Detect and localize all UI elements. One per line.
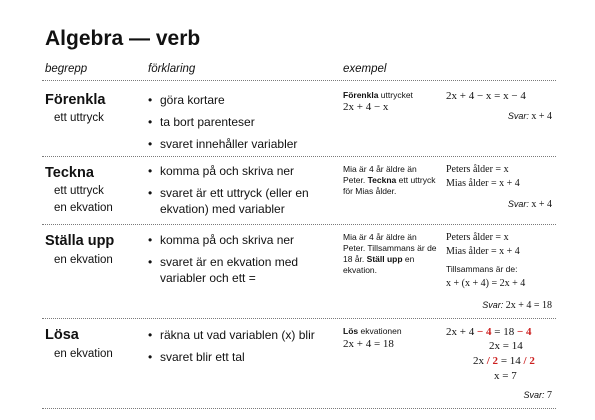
answer [508,199,552,210]
example-rest: ekvationen [358,326,402,336]
step-operation: − 4 [476,326,492,338]
example-keyword: Lös [343,326,359,336]
solve-step-2: 2x = 14 [489,340,523,352]
answer-value: x + 4 [531,199,552,210]
solve-step-3 [473,355,535,367]
divider [42,408,556,409]
example-pre: Mia är 4 år äldre än Peter. Tillsammans är de 18 år. [343,232,437,264]
step-operation: / 2 [486,355,499,367]
example-text [343,326,402,337]
example-expression: 2x + 4 − x [343,101,389,113]
list-item: • ta bort parenteser [148,114,333,130]
example-rest: uttrycket [378,90,413,100]
work-line: Peters ålder = x [446,164,509,175]
solve-step-4: x = 7 [494,370,517,382]
work-line: Peters ålder = x [446,232,509,243]
answer-value: 2x + 4 = 18 [505,300,552,311]
page-title: Algebra — verb [45,27,201,50]
example-text [343,90,413,101]
term-sub: en ekvation [54,202,113,214]
list-item: • svaret innehåller variabler [148,136,333,152]
explanation-list [148,92,333,158]
explanation-list [148,232,338,292]
term-forenkla: Förenkla [45,92,106,108]
divider [42,318,556,319]
divider [42,224,556,225]
answer-label: Svar: [482,300,504,310]
explanation-list [148,327,338,371]
step-part: = 18 [494,326,515,338]
work-line: Mias ålder = x + 4 [446,178,520,189]
answer [508,111,552,122]
header-example: exempel [343,63,387,75]
example-text [343,232,439,276]
list-item: • komma på och skriva ner [148,232,338,248]
list-item: • komma på och skriva ner [148,163,338,179]
divider [42,80,556,81]
answer-label: Svar: [507,199,529,209]
answer-value: x + 4 [531,111,552,122]
answer [482,300,552,311]
example-text [343,164,439,197]
example-pre: Mia är 4 år äldre än Peter. [343,164,417,185]
list-item: • göra kortare [148,92,333,108]
work-line: x + (x + 4) = 2x + 4 [446,278,526,289]
term-sub: en ekvation [54,254,113,266]
term-losa: Lösa [45,327,79,343]
term-sub: ett uttryck [54,112,104,124]
explanation-list [148,163,338,223]
term-stalla-upp: Ställa upp [45,233,115,249]
answer-label: Svar: [507,111,529,121]
list-item: • svaret är en ekvation med variabler och ett = [148,254,338,286]
answer-label: Svar: [523,390,545,400]
example-keyword: Förenkla [343,90,379,100]
example-post: en ekvation. [343,254,415,275]
step-operation: / 2 [523,355,535,367]
term-teckna: Teckna [45,165,94,181]
example-expression: 2x + 4 = 18 [343,338,394,350]
step-part: 2x [473,355,484,367]
answer-value: 7 [547,390,552,401]
term-sub: en ekvation [54,348,113,360]
example-keyword: Teckna [367,175,397,185]
work-line: Mias ålder = x + 4 [446,246,520,257]
step-part: 2x + 4 [446,326,475,338]
work-line: Tillsammans är de: [446,264,518,274]
work-line: 2x + 4 − x = x − 4 [446,90,526,102]
example-post: ett uttryck för Mias ålder. [343,175,436,196]
answer [523,390,552,401]
list-item: • svaret är ett uttryck (eller en ekvation) med variabler [148,185,338,217]
list-item: • räkna ut vad variablen (x) blir [148,327,338,343]
header-explanation: förklaring [148,63,196,75]
list-item: • svaret blir ett tal [148,349,338,365]
step-part: = 14 [500,355,521,367]
header-term: begrepp [45,63,88,75]
step-operation: − 4 [516,326,532,338]
solve-step-1 [446,326,532,338]
example-keyword: Ställ upp [366,254,403,264]
term-sub: ett uttryck [54,185,104,197]
